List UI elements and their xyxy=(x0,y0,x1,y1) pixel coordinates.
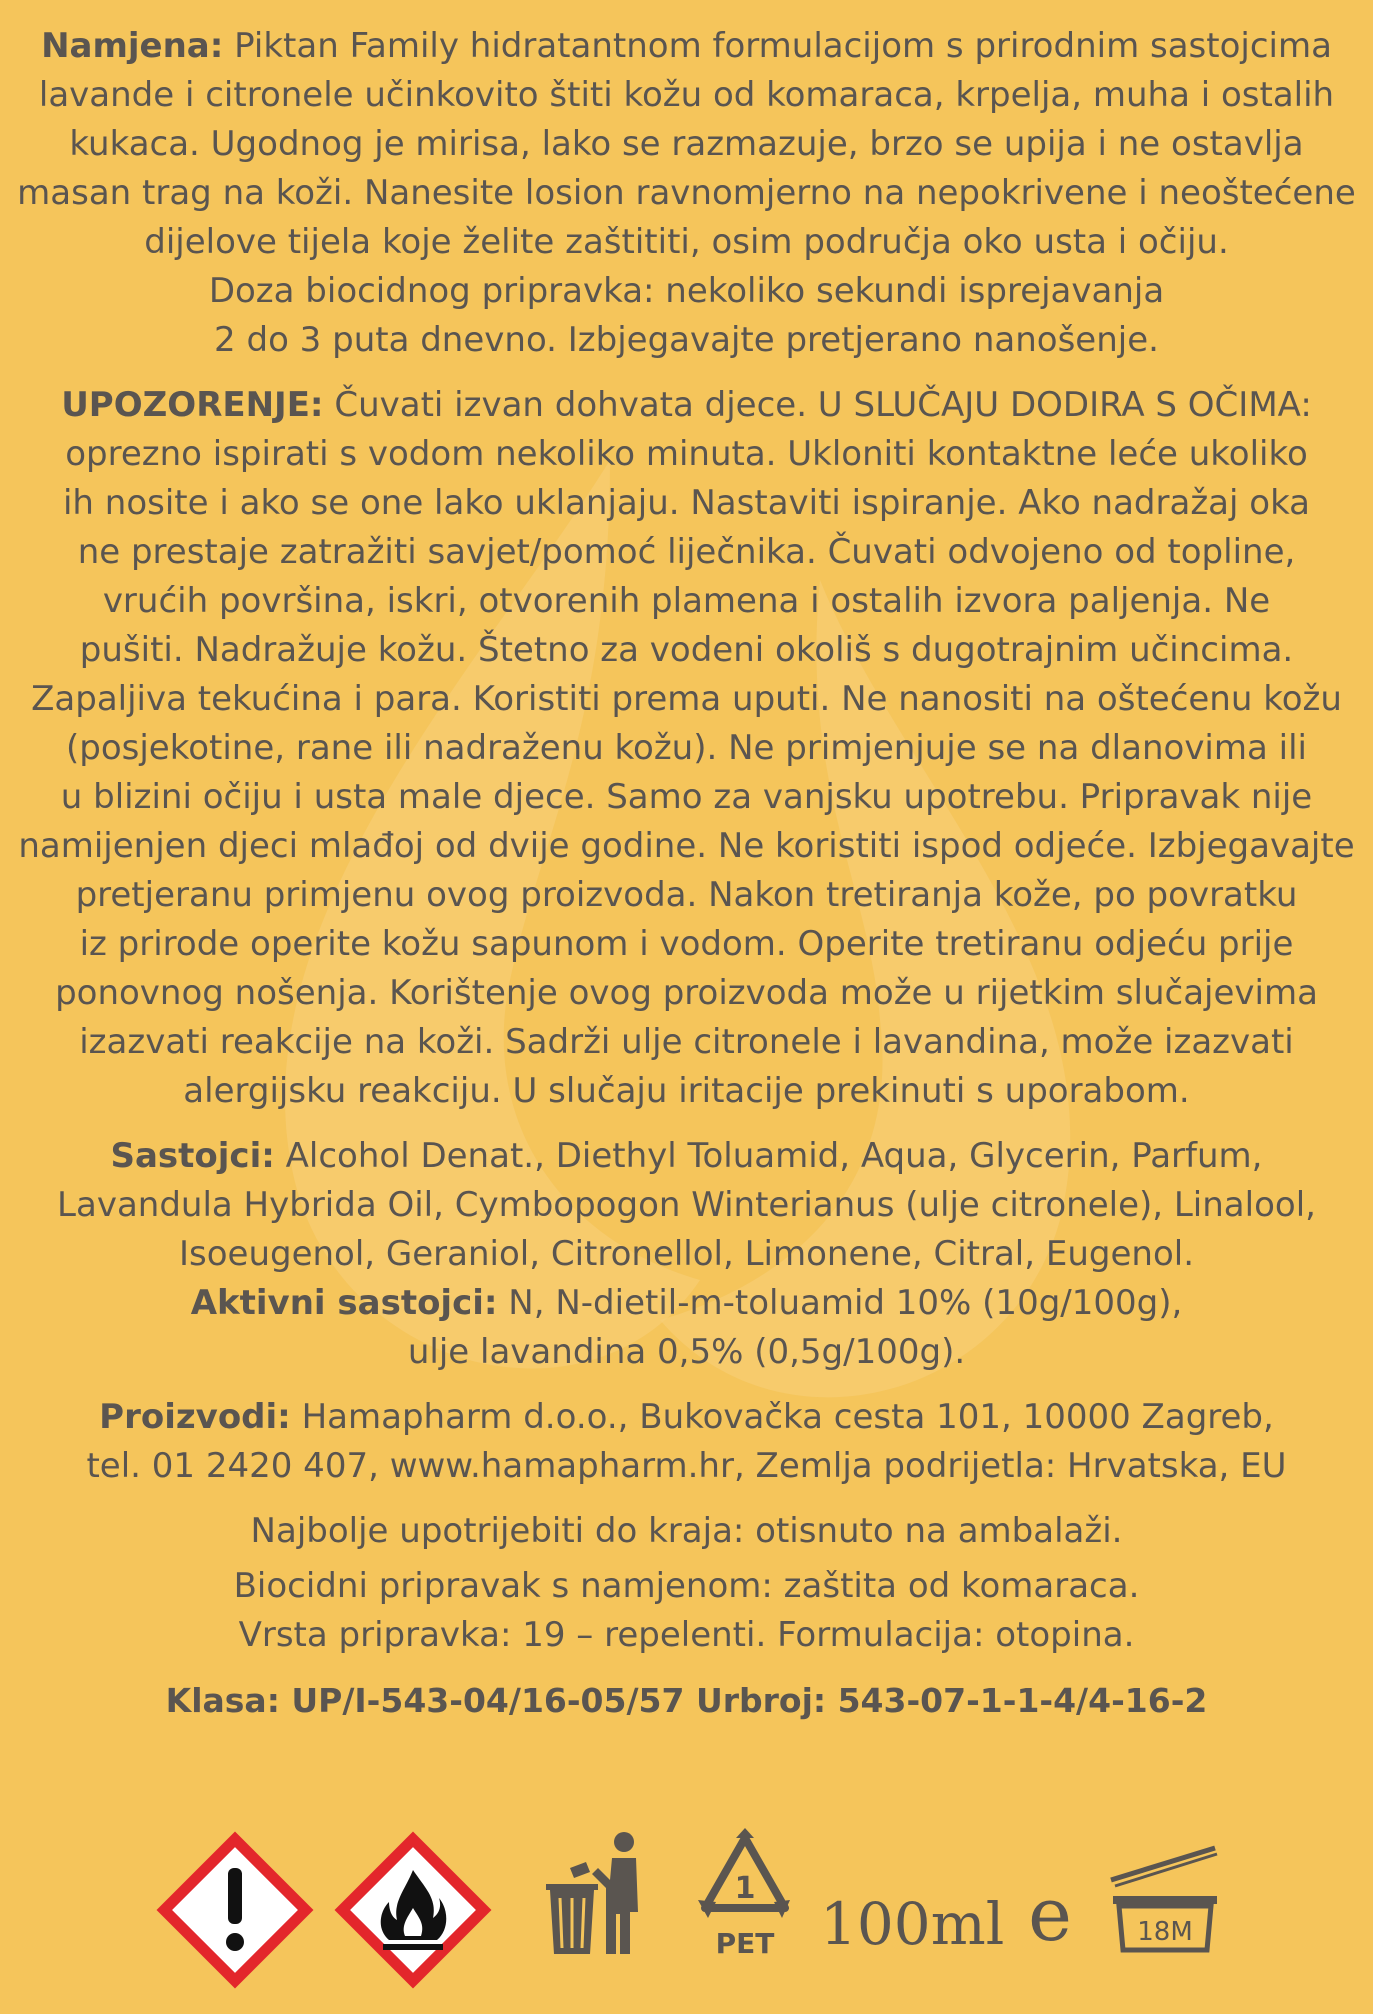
biocide-type: Vrsta pripravka: 19 – repelenti. Formulacija: otopina. xyxy=(238,1615,1135,1655)
ghs-exclamation-icon xyxy=(155,1830,315,1990)
estimated-mark-glyph: e xyxy=(1028,1878,1072,1958)
dispose-bin-icon xyxy=(540,1828,660,1958)
purpose-line: 2 do 3 puta dnevno. Izbjegavajte pretjerano nanošenje. xyxy=(214,320,1159,360)
warning-line: ih nosite i ako se one lako uklanjaju. Nastaviti ispiranje. Ako nadražaj oka xyxy=(62,483,1310,523)
recycle-material: PET xyxy=(715,1927,775,1960)
estimated-e-mark-icon xyxy=(1010,1878,1090,1958)
warning-line: u blizini očiju i usta male djece. Samo za vanjsku upotrebu. Pripravak nije xyxy=(60,777,1313,817)
warning-line: Zapaljiva tekućina i para. Koristiti prema uputi. Ne nanositi na oštećenu kožu xyxy=(31,679,1342,719)
purpose-section: Namjena: Piktan Family hidratantnom formulacijom s prirodnim sastojcima lavande i citronele učinkovito štiti kožu od komaraca, krpelja, muha i ostalih kukaca. Ugodnog je mirisa, lako se razmazuje, brzo se upija i ne ostavlja masan trag na koži. Nanesite losion ravnomjerno na nepokrivene i neoštećene dijelove tijela koje želite zaštititi, osim područja oko usta i očiju. Doza biocidnog pripravka: nekoliko sekundi isprejavanja 2 do 3 puta dnevno. Izbjegavajte pretjerano nanošenje. xyxy=(0,22,1373,365)
warning-line: izazvati reakcije na koži. Sadrži ulje citronele i lavandina, može izazvati xyxy=(79,1022,1294,1062)
ingredients-label: Sastojci: xyxy=(110,1136,275,1176)
purpose-line: lavande i citronele učinkovito štiti kožu od komaraca, krpelja, muha i ostalih xyxy=(38,75,1335,115)
ingredients-section: Sastojci: Alcohol Denat., Diethyl Toluamid, Aqua, Glycerin, Parfum, Lavandula Hybrida Oil, Cymbopogon Winterianus (ulje citronele), Linalool, Isoeugenol, Geraniol, Citronellol, Limonene, Citral, Eugenol. Aktivni sastojci: N, N-dietil-m-toluamid 10% (10g/100g), ulje lavandina 0,5% (0,5g/100g). xyxy=(0,1132,1373,1377)
purpose-label: Namjena: xyxy=(41,26,224,66)
manufacturer-label: Proizvodi: xyxy=(99,1397,291,1437)
recycle-pet-icon xyxy=(690,1828,800,1978)
warning-line: vrućih površina, iskri, otvorenih plamena i ostalih izvora paljenja. Ne xyxy=(102,581,1271,621)
pao-value: 18M xyxy=(1137,1917,1193,1947)
warning-line: pušiti. Nadražuje kožu. Štetno za vodeni okoliš s dugotrajnim učincima. xyxy=(79,630,1294,670)
ingredients-line: Isoeugenol, Geraniol, Citronellol, Limonene, Citral, Eugenol. xyxy=(178,1234,1195,1274)
volume-label: 100ml xyxy=(820,1890,1005,1958)
warning-line: oprezno ispirati s vodom nekoliko minuta. Ukloniti kontaktne leće ukoliko xyxy=(65,434,1308,474)
manufacturer-section: Proizvodi: Hamapharm d.o.o., Bukovačka cesta 101, 10000 Zagreb, tel. 01 2420 407, www.hamapharm.hr, Zemlja podrijetla: Hrvatska, EU xyxy=(0,1393,1373,1491)
purpose-line: Doza biocidnog pripravka: nekoliko sekundi isprejavanja xyxy=(208,271,1165,311)
symbols-row xyxy=(0,1820,1373,2010)
warning-line: (posjekotine, rane ili nadraženu kožu). Ne primjenjuje se na dlanovima ili xyxy=(66,728,1307,768)
purpose-line: masan trag na koži. Nanesite losion ravnomjerno na nepokrivene i neoštećene xyxy=(17,173,1356,213)
label-text-block xyxy=(0,22,1373,1725)
registration-number: Klasa: UP/I-543-04/16-05/57 Urbroj: 543-07-1-1-4/4-16-2 xyxy=(165,1681,1208,1720)
warning-line: iz prirode operite kožu sapunom i vodom. Operite tretiranu odjeću prije xyxy=(79,924,1294,964)
warning-line: alergijsku reakciju. U slučaju iritacije prekinuti s uporabom. xyxy=(183,1071,1190,1111)
manufacturer-contact: tel. 01 2420 407, www.hamapharm.hr, Zemlja podrijetla: Hrvatska, EU xyxy=(86,1446,1287,1486)
biocide-section xyxy=(0,1562,1373,1660)
biocide-purpose: Biocidni pripravak s namjenom: zaštita od komaraca. xyxy=(233,1566,1140,1606)
ingredients-line: Lavandula Hybrida Oil, Cymbopogon Winterianus (ulje citronele), Linalool, xyxy=(57,1185,1316,1225)
active-ingredients-line: ulje lavandina 0,5% (0,5g/100g). xyxy=(407,1332,966,1372)
warning-line: namijenjen djeci mlađoj od dvije godine. Ne koristiti ispod odjeće. Izbjegavajte xyxy=(18,826,1355,866)
purpose-line: kukaca. Ugodnog je mirisa, lako se razmazuje, brzo se upija i ne ostavlja xyxy=(69,124,1304,164)
recycle-number: 1 xyxy=(734,1871,756,1906)
purpose-line: dijelove tijela koje želite zaštititi, osim područja oko usta i očiju. xyxy=(144,222,1229,262)
pao-open-jar-icon xyxy=(1105,1840,1225,1960)
ghs-flame-icon xyxy=(333,1830,493,1990)
best-before-text: Najbolje upotrijebiti do kraja: otisnuto na ambalaži. xyxy=(250,1511,1123,1551)
best-before-section xyxy=(0,1507,1373,1556)
warning-line: ponovnog nošenja. Korištenje ovog proizvoda može u rijetkim slučajevima xyxy=(55,973,1318,1013)
warning-label: UPOZORENJE: xyxy=(61,385,324,425)
warning-line: pretjeranu primjenu ovog proizvoda. Nakon tretiranja kože, po povratku xyxy=(75,875,1298,915)
active-ingredients-label: Aktivni sastojci: xyxy=(190,1283,498,1323)
warning-line: ne prestaje zatražiti savjet/pomoć liječnika. Čuvati odvojeno od topline, xyxy=(77,532,1296,572)
warning-section: UPOZORENJE: Čuvati izvan dohvata djece. U SLUČAJU DODIRA S OČIMA: oprezno ispirati s vodom nekoliko minuta. Ukloniti kontaktne leće ukoliko ih nosite i ako se one lako uklanjaju. Nastaviti ispiranje. Ako nadražaj oka ne prestaje zatražiti savjet/pomoć liječnika. Čuvati odvojeno od topline, vrućih površina, iskri, otvorenih plamena i ostalih izvora paljenja. Ne pušiti. Nadražuje kožu. Štetno za vodeni okoliš s dugotrajnim učincima. Zapaljiva tekućina i para. Koristiti prema uputi. Ne nanositi na oštećenu kožu (posjekotine, rane ili nadraženu kožu). Ne primjenjuje se na dlanovima ili u blizini očiju i usta male djece. Samo za vanjsku upotrebu. Pripravak nije namijenjen djeci mlađoj od dvije godine. Ne koristiti ispod odjeće. Izbjegavajte pretjeranu primjenu ovog proizvoda. Nakon tretiranja kože, po povratku iz prirode operite kožu sapunom i vodom. Operite tretiranu odjeću prije ponovnog nošenja. Korištenje ovog proizvoda može u rijetkim slučajevima izazvati reakcije na koži. Sadrži ulje citronele i lavandina, može izazvati alergijsku reakciju. U slučaju iritacije prekinuti s uporabom. xyxy=(0,381,1373,1116)
